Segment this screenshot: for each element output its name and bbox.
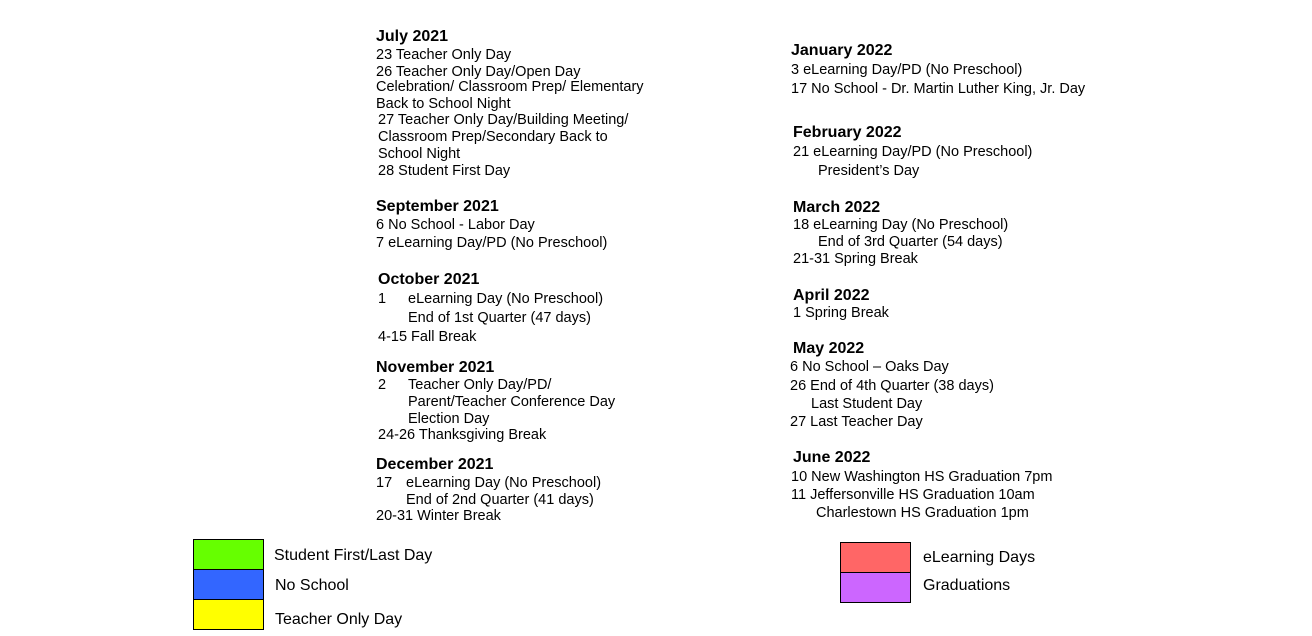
event-line: 27 Teacher Only Day/Building Meeting/: [378, 112, 629, 128]
event-line: President’s Day: [818, 163, 920, 179]
legend-swatch-no-school: [193, 569, 264, 600]
legend-label-elearning: eLearning Days: [923, 549, 1036, 566]
legend-label-teacher-only: Teacher Only Day: [275, 611, 403, 628]
event-line: Classroom Prep/Secondary Back to: [378, 129, 608, 145]
month-heading-december-2021: December 2021: [376, 456, 494, 473]
month-heading-september-2021: September 2021: [376, 198, 499, 215]
event-line: 23 Teacher Only Day: [376, 47, 512, 63]
event-line: 3 eLearning Day/PD (No Preschool): [791, 62, 1023, 78]
event-line: 4-15 Fall Break: [378, 329, 477, 345]
legend-swatch-graduations: [840, 572, 911, 603]
event-line: 27 Last Teacher Day: [790, 414, 923, 430]
legend-label-no-school: No School: [275, 577, 349, 594]
month-heading-may-2022: May 2022: [793, 340, 865, 357]
event-line: 11 Jeffersonville HS Graduation 10am: [791, 487, 1035, 503]
event-line: Celebration/ Classroom Prep/ Elementary: [376, 79, 644, 95]
event-day-number: 2: [378, 377, 387, 393]
event-line: 18 eLearning Day (No Preschool): [793, 217, 1009, 233]
event-line: 28 Student First Day: [378, 163, 511, 179]
month-heading-february-2022: February 2022: [793, 124, 902, 141]
event-line: End of 1st Quarter (47 days): [408, 310, 591, 326]
month-heading-january-2022: January 2022: [791, 42, 893, 59]
month-heading-november-2021: November 2021: [376, 359, 495, 376]
event-line: eLearning Day (No Preschool): [406, 475, 602, 491]
event-line: 6 No School - Labor Day: [376, 217, 535, 233]
legend-label-graduations: Graduations: [923, 577, 1011, 594]
event-line: Last Student Day: [811, 396, 923, 412]
legend-swatch-teacher-only: [193, 599, 264, 630]
event-line: Teacher Only Day/PD/: [408, 377, 552, 393]
event-line: 6 No School – Oaks Day: [790, 359, 949, 375]
event-line: 10 New Washington HS Graduation 7pm: [791, 469, 1053, 485]
event-line: 17 No School - Dr. Martin Luther King, Jr. Day: [791, 81, 1086, 97]
event-day-number: 1: [378, 291, 387, 307]
event-line: 1 Spring Break: [793, 305, 889, 321]
legend-label-student-first-last: Student First/Last Day: [274, 547, 433, 564]
event-line: 26 Teacher Only Day/Open Day: [376, 64, 581, 80]
month-heading-july-2021: July 2021: [376, 28, 449, 45]
event-line: 24-26 Thanksgiving Break: [378, 427, 547, 443]
event-line: Charlestown HS Graduation 1pm: [816, 505, 1029, 521]
event-day-number: 17: [376, 475, 393, 491]
event-line: 7 eLearning Day/PD (No Preschool): [376, 235, 608, 251]
event-line: End of 2nd Quarter (41 days): [406, 492, 594, 508]
event-line: 21 eLearning Day/PD (No Preschool): [793, 144, 1033, 160]
event-line: 26 End of 4th Quarter (38 days): [790, 378, 994, 394]
event-line: 20-31 Winter Break: [376, 508, 501, 524]
event-line: Election Day: [408, 411, 490, 427]
legend-swatch-elearning: [840, 542, 911, 573]
event-line: eLearning Day (No Preschool): [408, 291, 604, 307]
month-heading-june-2022: June 2022: [793, 449, 871, 466]
month-heading-march-2022: March 2022: [793, 199, 881, 216]
month-heading-october-2021: October 2021: [378, 271, 480, 288]
event-line: Parent/Teacher Conference Day: [408, 394, 616, 410]
event-line: 21-31 Spring Break: [793, 251, 918, 267]
event-line: Back to School Night: [376, 96, 511, 112]
event-line: End of 3rd Quarter (54 days): [818, 234, 1003, 250]
month-heading-april-2022: April 2022: [793, 287, 870, 304]
legend-swatch-student-first-last: [193, 539, 264, 570]
event-line: School Night: [378, 146, 461, 162]
